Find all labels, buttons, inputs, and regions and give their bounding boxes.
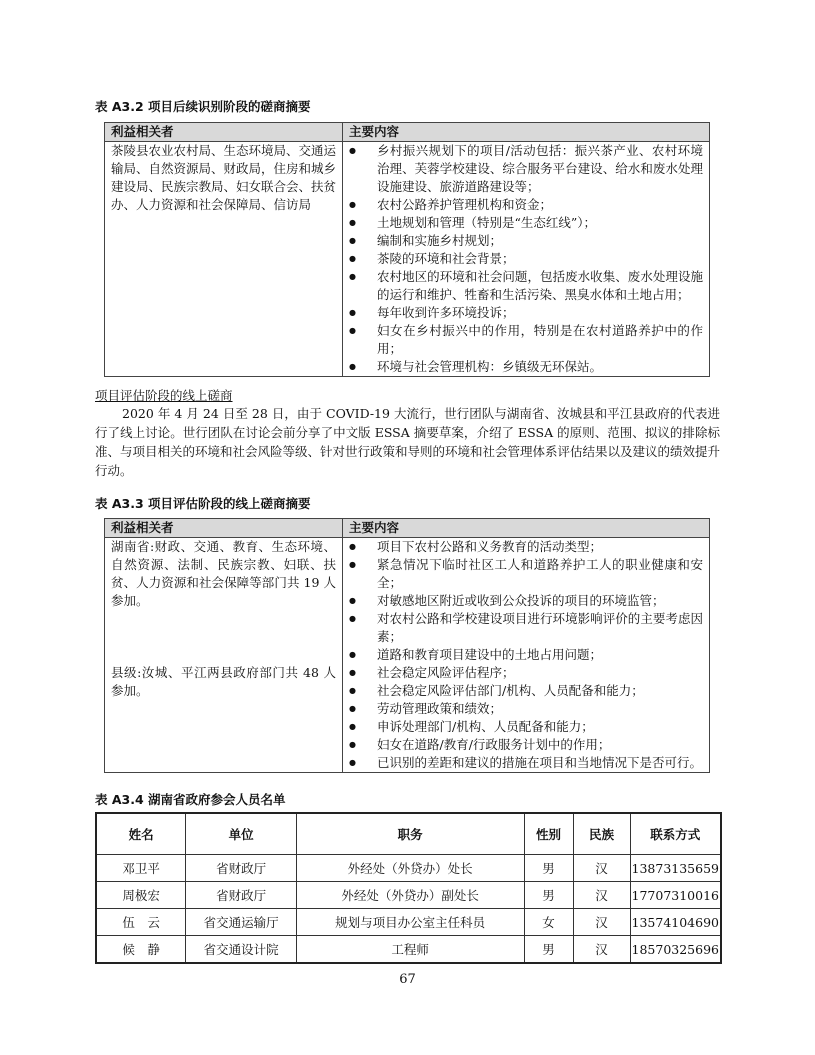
cell-unit: 省交通设计院 xyxy=(186,936,296,964)
list-item: ● 社会稳定风险评估程序； xyxy=(349,664,703,682)
content-list xyxy=(349,538,703,772)
header-name: 姓名 xyxy=(96,813,186,855)
table-a32 xyxy=(104,122,710,377)
list-item: ● 申诉处理部门/机构、人员配备和能力； xyxy=(349,718,703,736)
list-item: ● 对农村公路和学校建设项目进行环境影响评价的主要考虑因素； xyxy=(349,610,703,646)
cell-contact: 18570325696 xyxy=(630,936,721,964)
list-item: ● 劳动管理政策和绩效； xyxy=(349,700,703,718)
table-row xyxy=(96,909,721,936)
table-header-row xyxy=(105,123,710,142)
list-item: ● 茶陵的环境和社会背景； xyxy=(349,250,703,268)
header-main-content: 主要内容 xyxy=(343,519,710,538)
cell-contact: 13873135659 xyxy=(630,855,721,882)
header-contact: 联系方式 xyxy=(630,813,721,855)
page-number: 67 xyxy=(399,972,416,987)
table-a33 xyxy=(104,518,710,773)
header-main-content: 主要内容 xyxy=(343,123,710,142)
table-row xyxy=(96,936,721,964)
section-subheading: 项目评估阶段的线上磋商 xyxy=(95,388,233,403)
table-row xyxy=(96,882,721,909)
cell-position: 规划与项目办公室主任科员 xyxy=(296,909,524,936)
list-item: ● 对敏感地区附近或收到公众投诉的项目的环境监管； xyxy=(349,592,703,610)
cell-ethnicity: 汉 xyxy=(573,855,630,882)
content-list xyxy=(349,142,703,376)
cell-contact: 13574104690 xyxy=(630,909,721,936)
header-stakeholder: 利益相关者 xyxy=(105,519,343,538)
table-a34-caption: 表 A3.4 湖南省政府参会人员名单 xyxy=(95,792,286,807)
cell-ethnicity: 汉 xyxy=(573,909,630,936)
list-item: ● 编制和实施乡村规划； xyxy=(349,232,703,250)
list-item: ● 每年收到许多环境投诉； xyxy=(349,304,703,322)
cell-contact: 17707310016 xyxy=(630,882,721,909)
table-row xyxy=(96,855,721,882)
cell-name: 伍 云 xyxy=(96,909,186,936)
content-cell xyxy=(343,538,710,773)
table-header-row xyxy=(96,813,721,855)
list-item: ● 环境与社会管理机构：乡镇级无环保站。 xyxy=(349,358,703,376)
cell-name: 邓卫平 xyxy=(96,855,186,882)
stakeholder-cell xyxy=(105,538,343,773)
stakeholders-province: 湖南省:财政、交通、教育、生态环境、自然资源、法制、民族宗教、妇联、扶贫、人力资源和社会保障等部门共 19 人参加。 xyxy=(111,539,336,608)
cell-position: 外经处（外贷办）处长 xyxy=(296,855,524,882)
header-unit: 单位 xyxy=(186,813,296,855)
cell-name: 候 静 xyxy=(96,936,186,964)
header-position: 职务 xyxy=(296,813,524,855)
list-item: ● 农村地区的环境和社会问题，包括废水收集、废水处理设施的运行和维护、牲畜和生活污染、黑臭水体和土地占用； xyxy=(349,268,703,304)
list-item: ● 妇女在乡村振兴中的作用，特别是在农村道路养护中的作用； xyxy=(349,322,703,358)
list-item: ● 妇女在道路/教育/行政服务计划中的作用； xyxy=(349,736,703,754)
cell-position: 工程师 xyxy=(296,936,524,964)
table-a32-caption: 表 A3.2 项目后续识别阶段的磋商摘要 xyxy=(95,99,311,114)
cell-position: 外经处（外贷办）副处长 xyxy=(296,882,524,909)
list-item: ● 紧急情况下临时社区工人和道路养护工人的职业健康和安全； xyxy=(349,556,703,592)
header-gender: 性别 xyxy=(524,813,573,855)
cell-ethnicity: 汉 xyxy=(573,936,630,964)
table-a34 xyxy=(95,812,722,964)
cell-unit: 省财政厅 xyxy=(186,882,296,909)
cell-gender: 男 xyxy=(524,882,573,909)
list-item: ● 项目下农村公路和义务教育的活动类型； xyxy=(349,538,703,556)
table-row xyxy=(105,538,710,773)
table-row xyxy=(105,142,710,377)
list-item: ● 社会稳定风险评估部门/机构、人员配备和能力； xyxy=(349,682,703,700)
cell-gender: 男 xyxy=(524,855,573,882)
content-cell xyxy=(343,142,710,377)
table-a33-caption: 表 A3.3 项目评估阶段的线上磋商摘要 xyxy=(95,496,311,511)
list-item: ● 已识别的差距和建议的措施在项目和当地情况下是否可行。 xyxy=(349,754,703,772)
cell-name: 周极宏 xyxy=(96,882,186,909)
body-paragraph: 2020 年 4 月 24 日至 28 日，由于 COVID-19 大流行，世行团队与湖南省、汝城县和平江县政府的代表进行了线上讨论。世行团队在讨论会前分享了中文版 ESSA 摘要草案，介绍了 ESSA 的原则、范围、拟议的排除标准、与项目相关的环境和社会风险等级、针对世行政策和导则的环境和社会管理体系评估结果以及建议的绩效提升行动。 xyxy=(95,406,721,478)
stakeholders-county: 县级:汝城、平江两县政府部门共 48 人参加。 xyxy=(111,665,336,698)
list-item: ● 土地规划和管理（特别是“生态红线”）； xyxy=(349,214,703,232)
list-item: ● 道路和教育项目建设中的土地占用问题； xyxy=(349,646,703,664)
cell-gender: 女 xyxy=(524,909,573,936)
cell-unit: 省交通运输厅 xyxy=(186,909,296,936)
cell-ethnicity: 汉 xyxy=(573,882,630,909)
header-stakeholder: 利益相关者 xyxy=(105,123,343,142)
list-item: ● 乡村振兴规划下的项目/活动包括：振兴茶产业、农村环境治理、芙蓉学校建设、综合服务平台建设、给水和废水处理设施建设、旅游道路建设等； xyxy=(349,142,703,196)
list-item: ● 农村公路养护管理机构和资金； xyxy=(349,196,703,214)
cell-unit: 省财政厅 xyxy=(186,855,296,882)
header-ethnicity: 民族 xyxy=(573,813,630,855)
stakeholder-cell: 茶陵县农业农村局、生态环境局、交通运输局、自然资源局、财政局，住房和城乡建设局、民族宗教局、妇女联合会、扶贫办、人力资源和社会保障局、信访局 xyxy=(105,142,343,377)
cell-gender: 男 xyxy=(524,936,573,964)
table-header-row xyxy=(105,519,710,538)
